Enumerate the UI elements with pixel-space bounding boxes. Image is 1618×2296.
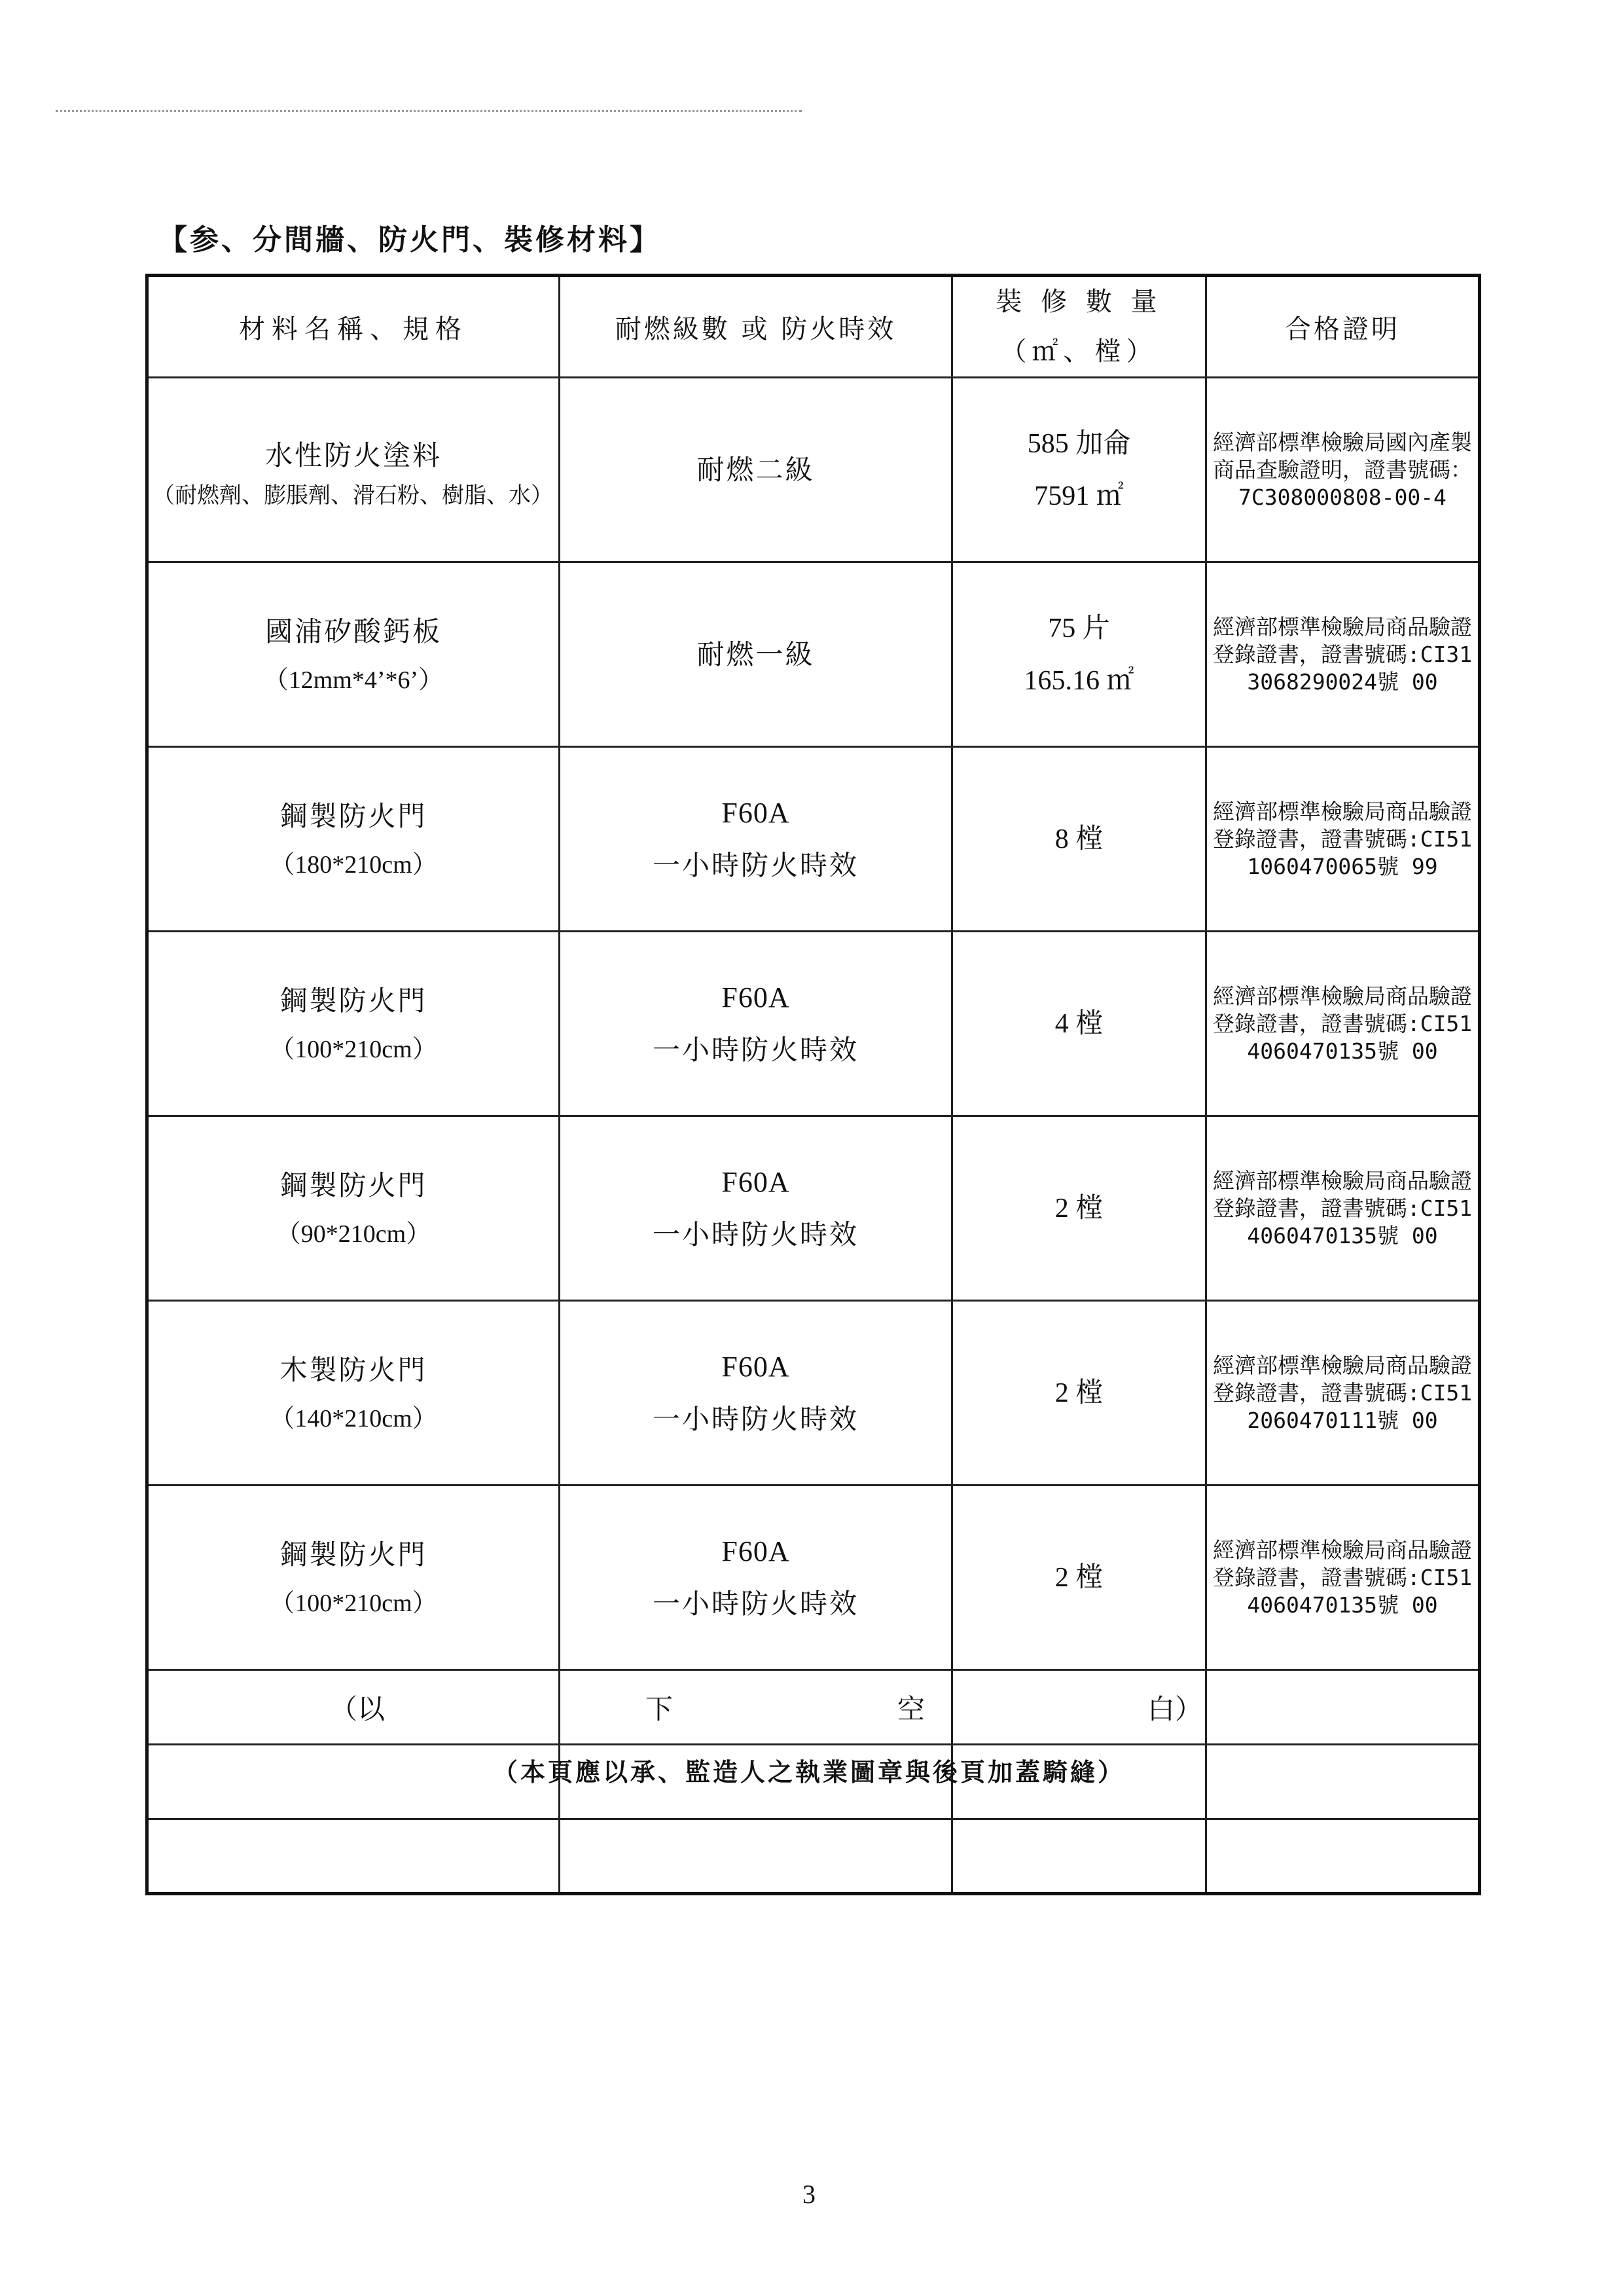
certificate-cell: 經濟部標準檢驗局商品驗證登錄證書，證書號碼:CI514060470135號 00: [1206, 932, 1480, 1116]
blank-note-part1: （以: [329, 1692, 385, 1725]
material-name: 水性防火塗料: [264, 439, 442, 471]
material-name: 鋼製防火門: [279, 984, 427, 1017]
rating-cell: [560, 932, 952, 1116]
header-quantity-line1: 裝 修 數 量: [996, 287, 1162, 317]
empty-row: [147, 1819, 1480, 1894]
material-spec: （180*210cm）: [270, 850, 437, 879]
table-row: [147, 932, 1480, 1116]
quantity-line1: 2 樘: [1054, 1377, 1104, 1408]
material-name: 國浦矽酸鈣板: [264, 615, 442, 647]
material-cell: [147, 562, 560, 747]
rating-line1: 耐燃一級: [696, 638, 815, 670]
certificate-cell: 經濟部標準檢驗局商品驗證登錄證書，證書號碼:CI511060470065號 99: [1206, 747, 1480, 932]
rating-line2: 一小時防火時效: [652, 1402, 859, 1435]
blank-note-part2: 下: [645, 1692, 674, 1725]
material-spec: （100*210cm）: [270, 1035, 437, 1063]
quantity-line2: 7591 ㎡: [1034, 481, 1124, 511]
blank-note-cell: [560, 1670, 952, 1745]
rating-line2: 一小時防火時效: [652, 1033, 859, 1066]
rating-cell: [560, 1116, 952, 1301]
quantity-line2: 165.16 ㎡: [1024, 665, 1134, 696]
empty-cell: [147, 1819, 560, 1894]
table-header-row: [147, 276, 1480, 378]
material-cell: [147, 1116, 560, 1301]
material-name: 木製防火門: [279, 1353, 427, 1386]
rating-line2: 一小時防火時效: [652, 1587, 859, 1620]
material-name: 鋼製防火門: [279, 799, 427, 832]
quantity-line1: 585 加侖: [1027, 428, 1131, 459]
header-quantity: [952, 276, 1206, 378]
rating-cell: [560, 378, 952, 562]
table-row: [147, 747, 1480, 932]
quantity-cell: [952, 932, 1206, 1116]
quantity-line1: 4 樘: [1054, 1008, 1104, 1039]
quantity-cell: [952, 1116, 1206, 1301]
rating-cell: [560, 747, 952, 932]
material-name: 鋼製防火門: [279, 1538, 427, 1571]
quantity-cell: [952, 747, 1206, 932]
blank-note-part3: 空: [897, 1692, 925, 1725]
rating-cell: [560, 1485, 952, 1670]
table-row: [147, 1301, 1480, 1485]
material-cell: [147, 747, 560, 932]
rating-line2: 一小時防火時效: [652, 1218, 859, 1250]
certificate-cell: 經濟部標準檢驗局商品驗證登錄證書，證書號碼:CI514060470135號 00: [1206, 1485, 1480, 1670]
rating-line1: F60A: [721, 1535, 790, 1567]
quantity-cell: [952, 562, 1206, 747]
rating-line1: F60A: [721, 1165, 790, 1198]
footer-note: （本頁應以承、監造人之執業圖章與後頁加蓋騎縫）: [492, 1757, 1125, 1787]
header-rating: 耐燃級數 或 防火時效: [560, 276, 952, 378]
empty-cell: [1206, 1670, 1480, 1745]
blank-note-cell: [147, 1670, 560, 1745]
materials-table: [145, 274, 1481, 1895]
quantity-cell: [952, 1485, 1206, 1670]
quantity-line1: 2 樘: [1054, 1193, 1104, 1224]
material-spec: （140*210cm）: [270, 1404, 437, 1432]
empty-cell: [560, 1819, 952, 1894]
certificate-cell: 經濟部標準檢驗局國內產製商品查驗證明，證書號碼：7C308000808-00-4: [1206, 378, 1480, 562]
rating-cell: [560, 562, 952, 747]
header-material: 材料名稱、規格: [147, 276, 560, 378]
table-row: [147, 1485, 1480, 1670]
rating-line2: 一小時防火時效: [652, 848, 859, 881]
certificate-cell: 經濟部標準檢驗局商品驗證登錄證書，證書號碼:CI313068290024號 00: [1206, 562, 1480, 747]
table-row: [147, 562, 1480, 747]
quantity-line1: 2 樘: [1054, 1562, 1104, 1593]
header-quantity-line2: （㎡、樘）: [1000, 337, 1158, 367]
material-spec: （100*210cm）: [270, 1589, 437, 1617]
quantity-line1: 8 樘: [1054, 824, 1104, 854]
material-cell: [147, 1301, 560, 1485]
rating-cell: [560, 1301, 952, 1485]
rating-line1: F60A: [721, 981, 790, 1013]
section-title: 【参、分間牆、防火門、裝修材料】: [158, 223, 661, 257]
material-cell: [147, 378, 560, 562]
rating-line1: F60A: [721, 796, 790, 829]
rating-line1: 耐燃二級: [696, 453, 815, 486]
scan-artifact-line: [56, 110, 802, 112]
table-row: [147, 378, 1480, 562]
header-certificate: 合格證明: [1206, 276, 1480, 378]
page-number: 3: [802, 2179, 816, 2209]
empty-cell: [1206, 1819, 1480, 1894]
quantity-cell: [952, 1301, 1206, 1485]
certificate-cell: 經濟部標準檢驗局商品驗證登錄證書，證書號碼:CI514060470135號 00: [1206, 1116, 1480, 1301]
blank-note-part4: 白）: [1147, 1692, 1202, 1725]
material-spec: （90*210cm）: [276, 1220, 431, 1248]
blank-note-row: [147, 1670, 1480, 1745]
material-cell: [147, 932, 560, 1116]
rating-line1: F60A: [721, 1350, 790, 1383]
quantity-cell: [952, 378, 1206, 562]
table-row: [147, 1116, 1480, 1301]
material-spec: （12mm*4’*6’）: [263, 666, 444, 694]
empty-cell: [952, 1819, 1206, 1894]
certificate-cell: 經濟部標準檢驗局商品驗證登錄證書，證書號碼:CI512060470111號 00: [1206, 1301, 1480, 1485]
quantity-line1: 75 片: [1048, 613, 1110, 644]
blank-note-cell: [952, 1670, 1206, 1745]
material-spec: （耐燃劑、膨脹劑、滑石粉、樹脂、水）: [153, 482, 553, 509]
material-name: 鋼製防火門: [279, 1169, 427, 1201]
material-cell: [147, 1485, 560, 1670]
